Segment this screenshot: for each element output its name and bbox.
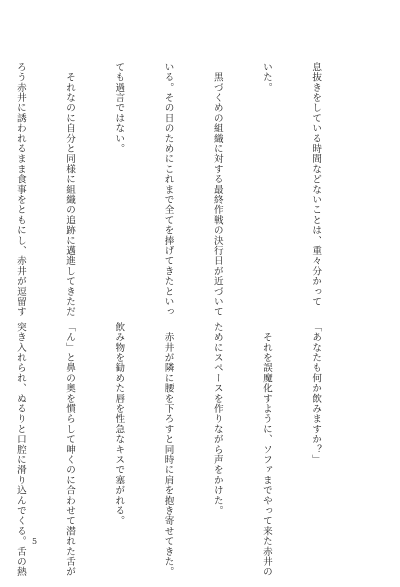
text-line: ろう赤井に誘われるまま食事をともにし、赤井が逗留す — [14, 62, 26, 317]
text-line: 飲み物を勧めた唇を性急なキスで塞がれる。 — [113, 322, 125, 526]
text-line: それを誤魔化すように、ソファまでやって来た赤井の — [260, 322, 272, 577]
text-line: ても過言ではない。 — [113, 62, 125, 154]
text-line: 赤井が隣に腰を下ろすと同時に肩を抱き寄せてきた。 — [162, 322, 174, 577]
text-line: 「あなたも何か飲みますか？」 — [310, 322, 322, 465]
text-line: いた。 — [260, 62, 272, 93]
text-line: それなのに自分と同様に組織の追跡に邁進してきただ — [64, 62, 76, 317]
text-line: 突き入れられ、ぬるりと口腔に滑り込んでくる。舌の熱 — [14, 322, 26, 577]
text-line: ためにスペースを作りながら声をかけた。 — [211, 322, 223, 516]
page-number: 5 — [32, 537, 38, 546]
text-line: 黒づくめの組織に対する最終作戦の決行日が近づいて — [211, 62, 223, 317]
text-line: 息抜きをしている時間などないことは、重々分かって — [310, 62, 322, 307]
text-line: 「ん」と鼻の奥を慣らして呻くのに合わせて潜れた舌が — [64, 322, 76, 577]
upper-text-block — [14, 62, 356, 317]
lower-text-block — [14, 322, 356, 577]
text-line: いる。その日のためにこれまで全てを捧げてきたといっ — [162, 62, 174, 317]
